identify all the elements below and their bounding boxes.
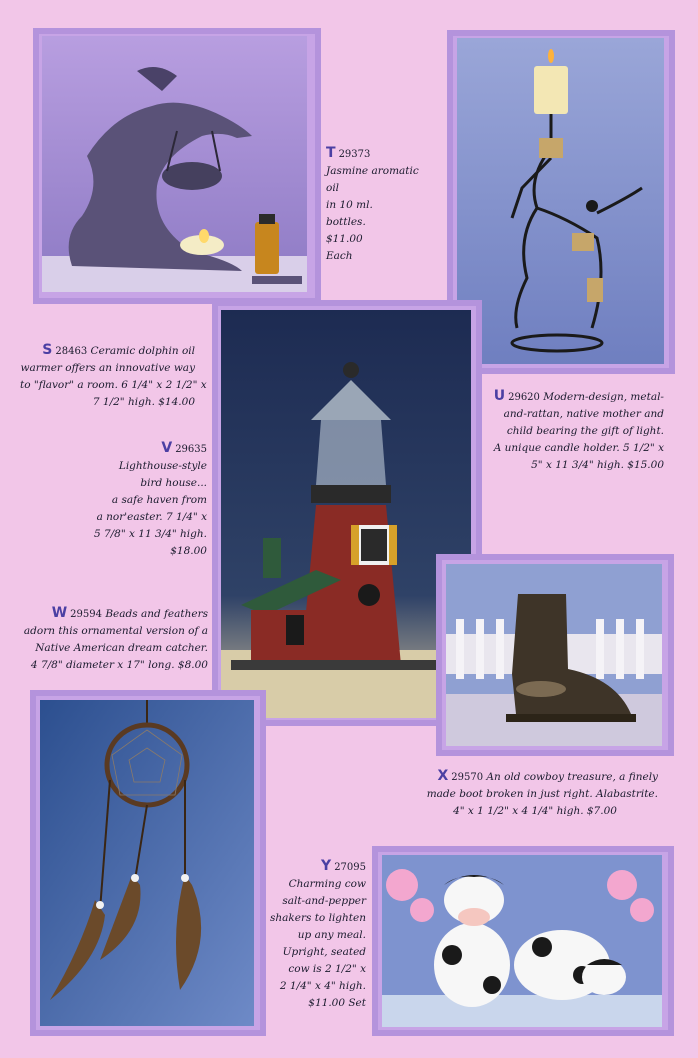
item-y-code: 27095 [334,862,366,873]
item-y-line: salt-and-pepper [282,895,366,907]
cowboy-boot-photo [446,564,662,746]
item-y-line: cow is 2 1/2" x [288,963,366,975]
item-v-letter: V [161,440,173,456]
item-s-line: Ceramic dolphin oil [90,345,195,357]
dolphin-oil-warmer-photo [42,36,307,292]
item-v-line: a safe haven from [111,494,207,506]
item-u-line: and-rattan, native mother and [503,408,664,420]
item-u-code: 29620 [508,392,540,403]
item-w-line: Native American dream catcher. [35,642,208,654]
item-t-line: in 10 ml. [326,199,373,211]
item-t-line: oil [326,182,340,194]
item-t-line: Each [326,250,353,262]
item-s-description [20,342,207,411]
item-s-line: 7 1/2" high. $14.00 [92,396,195,408]
item-y-description [268,858,366,1012]
item-y-line: up any meal. [297,929,366,941]
item-s-code: 28463 [55,346,88,357]
item-y-letter: Y [321,858,332,874]
item-v-description [90,440,207,560]
item-w-description [20,605,208,674]
item-y-line: 2 1/4" x 4" high. [279,980,366,992]
item-v-line: $18.00 [170,545,207,557]
item-u-line: A unique candle holder. 5 1/2" x [493,442,664,454]
item-w-line: Beads and feathers [105,608,208,620]
item-x-line: 4" x 1 1/2" x 4 1/4" high. $7.00 [453,805,617,817]
item-t-line: Jasmine aromatic [326,165,419,177]
lighthouse-birdhouse-photo [221,310,471,718]
item-x-description [412,768,658,820]
item-s-line: to "flavor" a room. 6 1/4" x 2 1/2" x [20,379,207,391]
item-v-code: 29635 [175,444,207,455]
item-x-line: made boot broken in just right. Alabastrite. [426,788,658,800]
item-s-line: warmer offers an innovative way [20,362,195,374]
item-u-line: 5" x 11 3/4" high. $15.00 [531,459,664,471]
item-w-letter: W [51,605,68,621]
item-y-line: Charming cow [288,878,366,890]
item-t-line: bottles. [326,216,366,228]
item-w-line: adorn this ornamental version of a [23,625,208,637]
item-v-line: bird house... [140,477,207,489]
item-t-letter: T [326,145,336,161]
item-u-line: Modern-design, metal- [543,391,664,403]
item-y-line: $11.00 Set [308,997,366,1009]
item-y-line: Upright, seated [282,946,366,958]
item-u-letter: U [493,388,506,404]
item-x-code: 29570 [451,772,484,783]
item-u-line: child bearing the gift of light. [506,425,664,437]
item-u-description [492,388,664,474]
item-s-letter: S [42,342,53,358]
item-x-letter: X [437,768,449,784]
item-t-description [326,145,426,265]
item-w-line: 4 7/8" diameter x 17" long. $8.00 [30,659,208,671]
item-v-line: a nor'easter. 7 1/4" x [96,511,207,523]
item-v-line: Lighthouse-style [118,460,207,472]
candle-holder-photo [457,38,664,364]
item-w-code: 29594 [70,609,102,620]
item-t-line: $11.00 [326,233,363,245]
dream-catcher-photo [40,700,254,1026]
item-v-line: 5 7/8" x 11 3/4" high. [93,528,207,540]
cow-shakers-photo [382,855,662,1027]
item-t-code: 29373 [338,149,371,160]
item-x-line: An old cowboy treasure, a finely [486,771,658,783]
item-y-line: shakers to lighten [269,912,366,924]
